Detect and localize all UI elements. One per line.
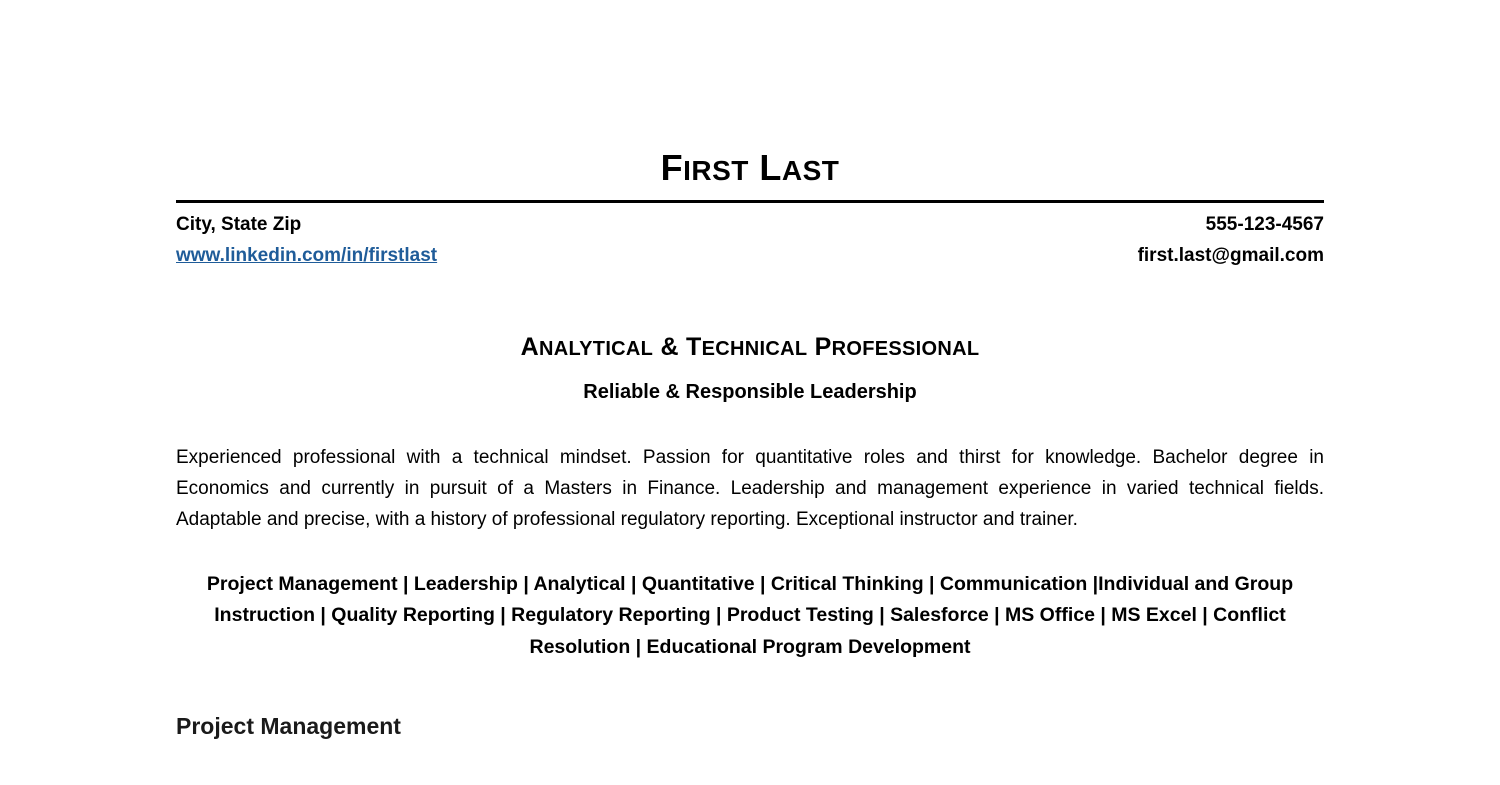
page-title: FIRST LAST: [660, 147, 840, 188]
professional-summary: Experienced professional with a technical mindset. Passion for quantitative roles and thirst for knowledge. Bachelor degree in Economics and currently in pursuit of a Masters in Finance. Leadership and management experience in varied technical fields. Adaptable and precise, with a history of professional regulatory reporting. Exceptional instructor and trainer.: [176, 446, 1324, 531]
linkedin-link[interactable]: www.linkedin.com/in/firstlast: [176, 244, 438, 266]
section-heading-project-management: Project Management: [176, 713, 401, 740]
contact-address: City, State Zip: [176, 213, 302, 235]
professional-subheadline: Reliable & Responsible Leadership: [583, 380, 917, 403]
header-divider: [176, 200, 1324, 203]
professional-headline: ANALYTICAL & TECHNICAL PROFESSIONAL: [520, 332, 980, 361]
resume-body: [176, 0, 1324, 740]
core-skills-list: Project Management | Leadership | Analytical | Quantitative | Critical Thinking | Communication |Individual and Group Instruction | Quality Reporting | Regulatory Reporting | Product Testing | Salesforce | MS Office | MS Excel | Conflict Resolution | Educational Program Development: [206, 572, 1294, 658]
contact-phone: 555-123-4567: [1205, 213, 1324, 235]
contact-row-secondary: [176, 246, 1324, 265]
contact-row-primary: [176, 215, 1324, 234]
contact-email: first.last@gmail.com: [1137, 244, 1324, 266]
